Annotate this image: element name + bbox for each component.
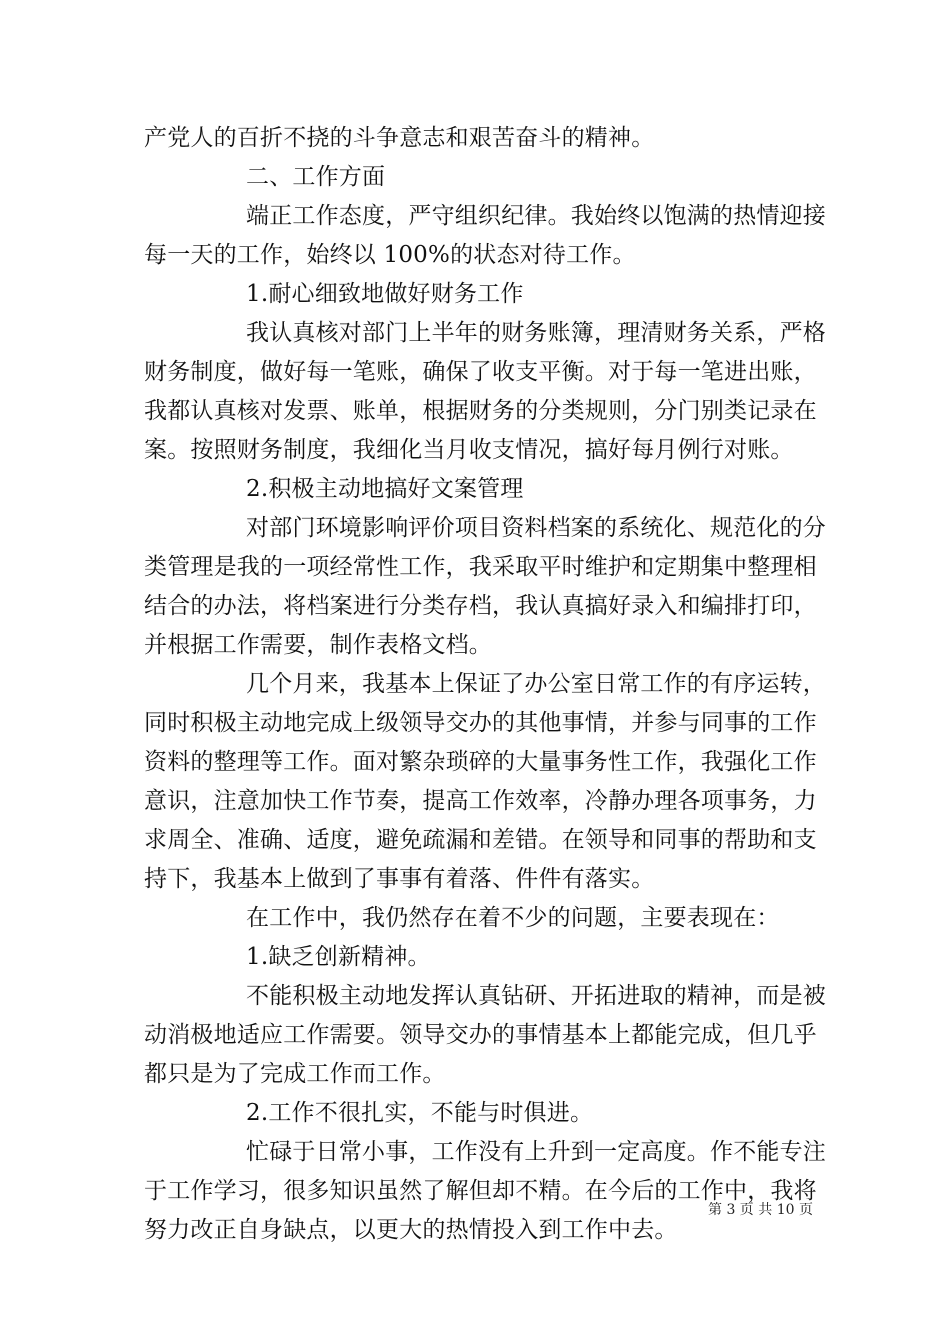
text-line: 资料的整理等工作。面对繁杂琐碎的大量事务性工作，我强化工作 <box>144 749 817 775</box>
subheading-finance: 1.耐心细致地做好财务工作 <box>246 281 524 307</box>
page-number: 第 3 页 共 10 页 <box>708 1202 813 1218</box>
text-line: 结合的办法，将档案进行分类存档，我认真搞好录入和编排打印， <box>144 593 817 619</box>
text-line: 求周全、准确、适度，避免疏漏和差错。在领导和同事的帮助和支 <box>144 827 817 853</box>
text-line: 持下，我基本上做到了事事有着落、件件有落实。 <box>144 866 655 892</box>
text-line: 忙碌于日常小事，工作没有上升到一定高度。作不能专注 <box>246 1139 826 1165</box>
text-line: 于工作学习，很多知识虽然了解但却不精。在今后的工作中，我将 <box>144 1178 817 1204</box>
text-line: 案。按照财务制度，我细化当月收支情况，搞好每月例行对账。 <box>144 437 794 463</box>
text-line: 我认真核对部门上半年的财务账簿，理清财务关系，严格 <box>246 320 826 346</box>
text-line: 类管理是我的一项经常性工作，我采取平时维护和定期集中整理相 <box>144 554 817 580</box>
text-line: 在工作中，我仍然存在着不少的问题，主要表现在： <box>246 905 780 931</box>
subheading-innovation: 1.缺乏创新精神。 <box>246 944 431 970</box>
text-line: 并根据工作需要，制作表格文档。 <box>144 632 492 658</box>
section-heading-work: 二、工作方面 <box>246 164 386 190</box>
text-line: 对部门环境影响评价项目资料档案的系统化、规范化的分 <box>246 515 826 541</box>
text-line: 财务制度，做好每一笔账，确保了收支平衡。对于每一笔进出账， <box>144 359 817 385</box>
text-line: 意识，注意加快工作节奏，提高工作效率，冷静办理各项事务，力 <box>144 788 817 814</box>
text-line: 不能积极主动地发挥认真钻研、开拓进取的精神，而是被 <box>246 983 826 1009</box>
text-line: 动消极地适应工作需要。领导交办的事情基本上都能完成，但几乎 <box>144 1022 817 1048</box>
text-line: 端正工作态度，严守组织纪律。我始终以饱满的热情迎接 <box>246 203 826 229</box>
text-line: 几个月来，我基本上保证了办公室日常工作的有序运转， <box>246 671 826 697</box>
text-line: 都只是为了完成工作而工作。 <box>144 1061 446 1087</box>
text-line: 努力改正自身缺点，以更大的热情投入到工作中去。 <box>144 1217 678 1243</box>
subheading-documents: 2.积极主动地搞好文案管理 <box>246 476 524 502</box>
text-line: 每一天的工作，始终以 100%的状态对待工作。 <box>144 242 636 268</box>
text-line: 我都认真核对发票、账单，根据财务的分类规则，分门别类记录在 <box>144 398 817 424</box>
text-line: 产党人的百折不挠的斗争意志和艰苦奋斗的精神。 <box>144 125 655 151</box>
text-line: 同时积极主动地完成上级领导交办的其他事情，并参与同事的工作 <box>144 710 817 736</box>
subheading-solidity: 2.工作不很扎实，不能与时俱进。 <box>246 1100 594 1126</box>
